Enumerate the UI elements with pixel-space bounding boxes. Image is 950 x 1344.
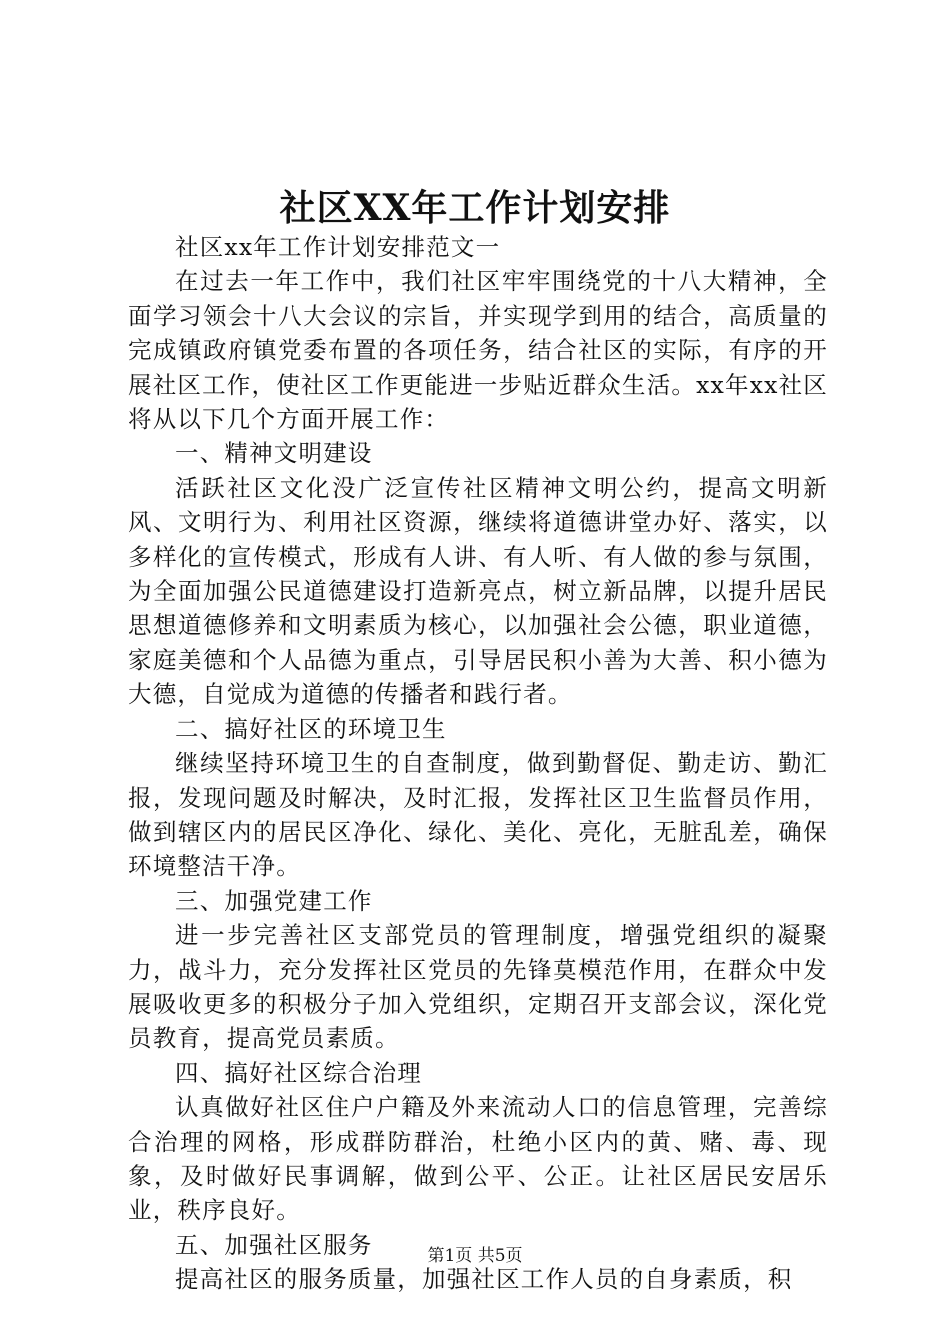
section-heading: 五、加强社区服务 xyxy=(175,1230,373,1259)
section-heading: 一、精神文明建设 xyxy=(175,439,373,468)
section-heading: 四、搞好社区综合治理 xyxy=(175,1058,422,1087)
page-footer: 第1页 共5页 xyxy=(427,1246,523,1266)
section-paragraph: 活跃社区文化没广泛宣传社区精神文明公约，提高文明新风、文明行为、利用社区资源，继续将道德讲堂办好、落实，以多样化的宣传模式，形成有人讲、有人听、有人做的参与氛围，为全面加强公民道德建设打造新亮点，树立新品牌，以提升居民思想道德修养和文明素质为核心，以加强社会公德，职业道德，家庭美德和个人品德为重点，引导居民积小善为大善、积小德为大德，自觉成为道德的传播者和践行者。 xyxy=(128,473,828,709)
document-title: 社区XX年工作计划安排 xyxy=(279,187,671,229)
section-heading: 二、搞好社区的环境卫生 xyxy=(175,714,447,743)
intro-paragraph: 在过去一年工作中，我们社区牢牢围绕党的十八大精神，全面学习领会十八大会议的宗旨，并实现学到用的结合，高质量的完成镇政府镇党委布置的各项任务，结合社区的实际，有序的开展社区工作，使社区工作更能进一步贴近群众生活。xx年xx社区将从以下几个方面开展工作： xyxy=(128,267,829,434)
section-paragraph: 继续坚持环境卫生的自查制度，做到勤督促、勤走访、勤汇报，发现问题及时解决，及时汇报，发挥社区卫生监督员作用，做到辖区内的居民区净化、绿化、美化、亮化，无脏乱差，确保环境整洁干净。 xyxy=(128,749,828,881)
section-heading: 三、加强党建工作 xyxy=(175,886,373,915)
section-paragraph: 进一步完善社区支部党员的管理制度，增强党组织的凝聚力，战斗力，充分发挥社区党员的先锋莫模范作用，在群众中发展吸收更多的积极分子加入党组织，定期召开支部会议，深化党员教育，提高党员素质。 xyxy=(128,921,828,1053)
document-body xyxy=(128,230,828,1297)
section-paragraph: 提高社区的服务质量，加强社区工作人员的自身素质，积 xyxy=(175,1265,793,1294)
section-paragraph: 认真做好社区住户户籍及外来流动人口的信息管理，完善综合治理的网格，形成群防群治，杜绝小区内的黄、赌、毒、现象，及时做好民事调解，做到公平、公正。让社区居民安居乐业，秩序良好。 xyxy=(128,1093,828,1225)
document-subtitle: 社区xx年工作计划安排范文一 xyxy=(175,233,501,261)
